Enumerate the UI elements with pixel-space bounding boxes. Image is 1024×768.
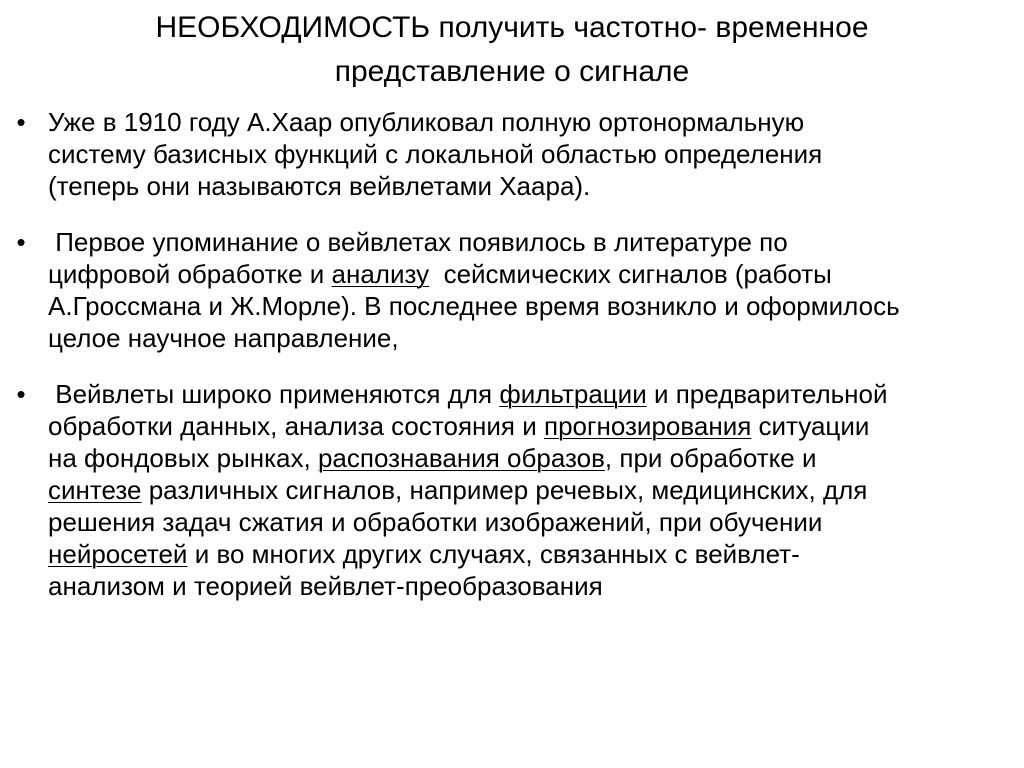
link-pattern-recognition[interactable]: распознавания образов — [317, 443, 605, 473]
bullet-text-line: (теперь они называются вейвлетами Хаара). — [48, 171, 591, 201]
bullet-text: различных сигналов, например речевых, медицинских, для — [141, 475, 868, 505]
bullet-text-line: А.Гроссмана и Ж.Морле). В последнее время возникло и оформилось — [48, 291, 900, 321]
bullet-item-haar — [0, 106, 1024, 202]
bullet-text: и предварительной — [646, 379, 888, 409]
slide-title — [60, 6, 964, 94]
link-analysis[interactable]: анализу — [331, 259, 430, 289]
bullet-text: цифровой обработке и — [48, 259, 332, 289]
link-synthesis[interactable]: синтезе — [48, 475, 142, 505]
bullet-text: обработки данных, анализа состояния и — [48, 411, 544, 441]
bullet-text-line: Уже в 1910 году А.Хаар опубликовал полную ортонормальную — [48, 107, 805, 137]
bullet-dot-icon: • — [16, 379, 26, 409]
bullet-text: сейсмических сигналов (работы — [429, 259, 832, 289]
bullet-text-line: Первое упоминание о вейвлетах появилось в литературе по — [48, 227, 788, 257]
bullet-text: и во многих других случаях, связанных с вейвлет- — [187, 539, 800, 569]
link-forecasting[interactable]: прогнозирования — [543, 411, 752, 441]
bullet-text-line: решения задач сжатия и обработки изображений, при обучении — [48, 507, 823, 537]
bullet-text-line: систему базисных функций с локальной областью определения — [48, 139, 823, 169]
slide-title-line-2: представление о сигнале — [334, 55, 690, 88]
link-filtering[interactable]: фильтрации — [499, 379, 647, 409]
bullet-text-line: анализом и теорией вейвлет-преобразования — [48, 571, 603, 601]
bullet-item-applications — [0, 378, 1024, 602]
bullet-text: Вейвлеты широко применяются для — [48, 379, 500, 409]
bullet-item-first-mention — [0, 226, 1024, 354]
bullet-text: на фондовых рынках, — [48, 443, 318, 473]
slide-title-line-1: НЕОБХОДИМОСТЬ получить частотно- временное — [155, 11, 869, 44]
bullet-list — [0, 106, 1024, 626]
bullet-text: , при обработке и — [604, 443, 817, 473]
bullet-dot-icon: • — [16, 107, 26, 137]
link-neural-networks[interactable]: нейросетей — [48, 539, 188, 569]
bullet-text-line: целое научное направление, — [48, 323, 399, 353]
bullet-dot-icon: • — [16, 227, 26, 257]
bullet-text: ситуации — [751, 411, 870, 441]
